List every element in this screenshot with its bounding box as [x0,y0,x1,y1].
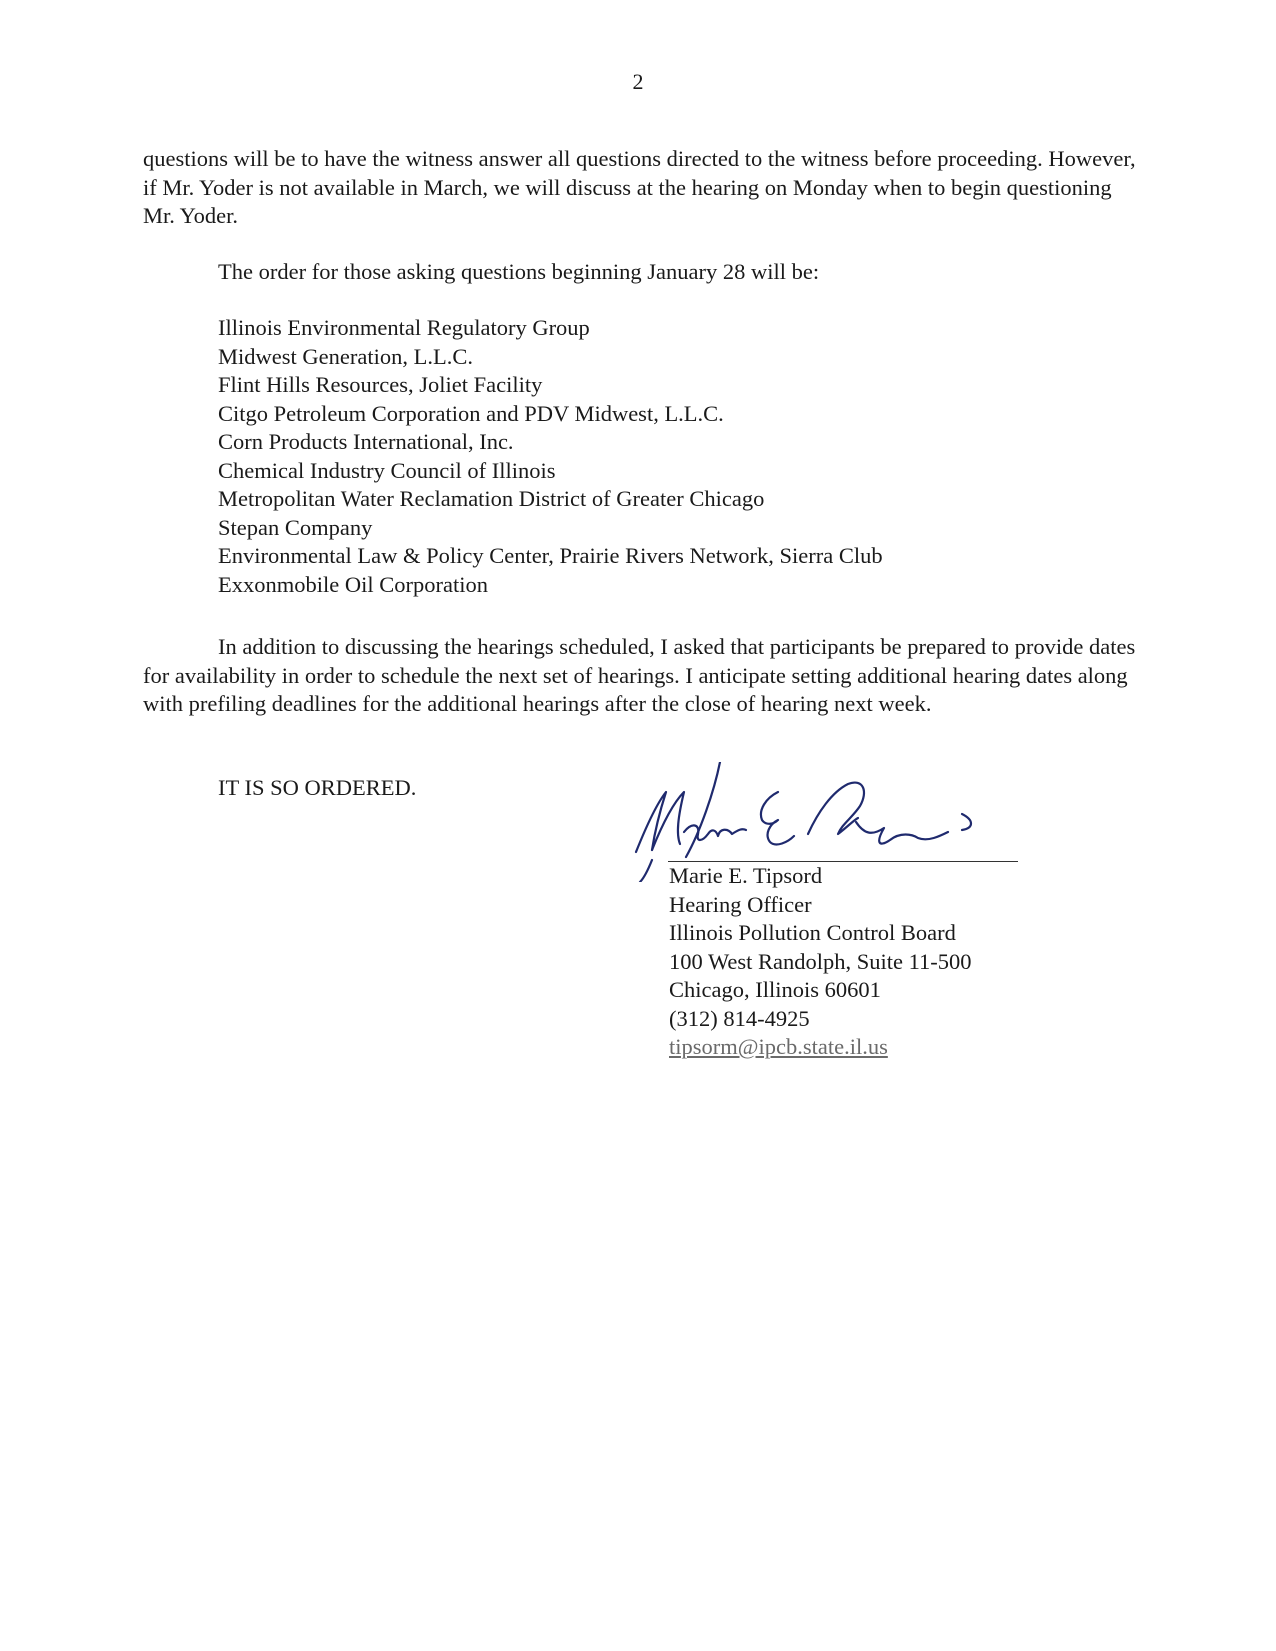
list-item: Citgo Petroleum Corporation and PDV Midwest, L.L.C. [218,400,724,426]
paragraph-scheduling: In addition to discussing the hearings scheduled, I asked that participants be prepared to provide dates for availability in order to schedule the next set of hearings. I anticipate setting additional hearing dates along with prefiling deadlines for the additional hearings after the close of hearing next week. [143,634,1136,716]
list-item: Midwest Generation, L.L.C. [218,343,473,369]
closing-statement: IT IS SO ORDERED. [218,775,417,800]
signer-title: Hearing Officer [669,891,812,917]
address-line-2: Chicago, Illinois 60601 [669,977,881,1002]
list-item: Corn Products International, Inc. [218,429,514,454]
signer-name: Marie E. Tipsord [669,863,823,888]
list-item: Environmental Law & Policy Center, Prairie Rivers Network, Sierra Club [218,543,883,568]
list-item: Chemical Industry Council of Illinois [218,457,556,483]
address-line-1: 100 West Randolph, Suite 11-500 [669,948,972,974]
phone-number: (312) 814-4925 [669,1005,810,1031]
list-item: Metropolitan Water Reclamation District of Greater Chicago [218,486,765,511]
paragraph-questions-order: questions will be to have the witness answer all questions directed to the witness before proceeding. However, if Mr. Yoder is not available in March, we will discuss at the hearing on Monday when to begin questioning Mr. Yoder. [143,146,1136,228]
list-item: Stepan Company [218,514,373,540]
signature-block [669,862,1089,1062]
list-item: Flint Hills Resources, Joliet Facility [218,372,543,397]
email-link[interactable]: tipsorm@ipcb.state.il.us [669,1034,888,1059]
signer-organization: Illinois Pollution Control Board [669,920,956,945]
list-item: Exxonmobile Oil Corporation [218,571,488,597]
paragraph-order-intro: The order for those asking questions beginning January 28 will be: [218,259,820,284]
page-number: 2 [632,69,644,94]
list-item: Illinois Environmental Regulatory Group [218,315,590,340]
questioners-list [218,314,1118,599]
